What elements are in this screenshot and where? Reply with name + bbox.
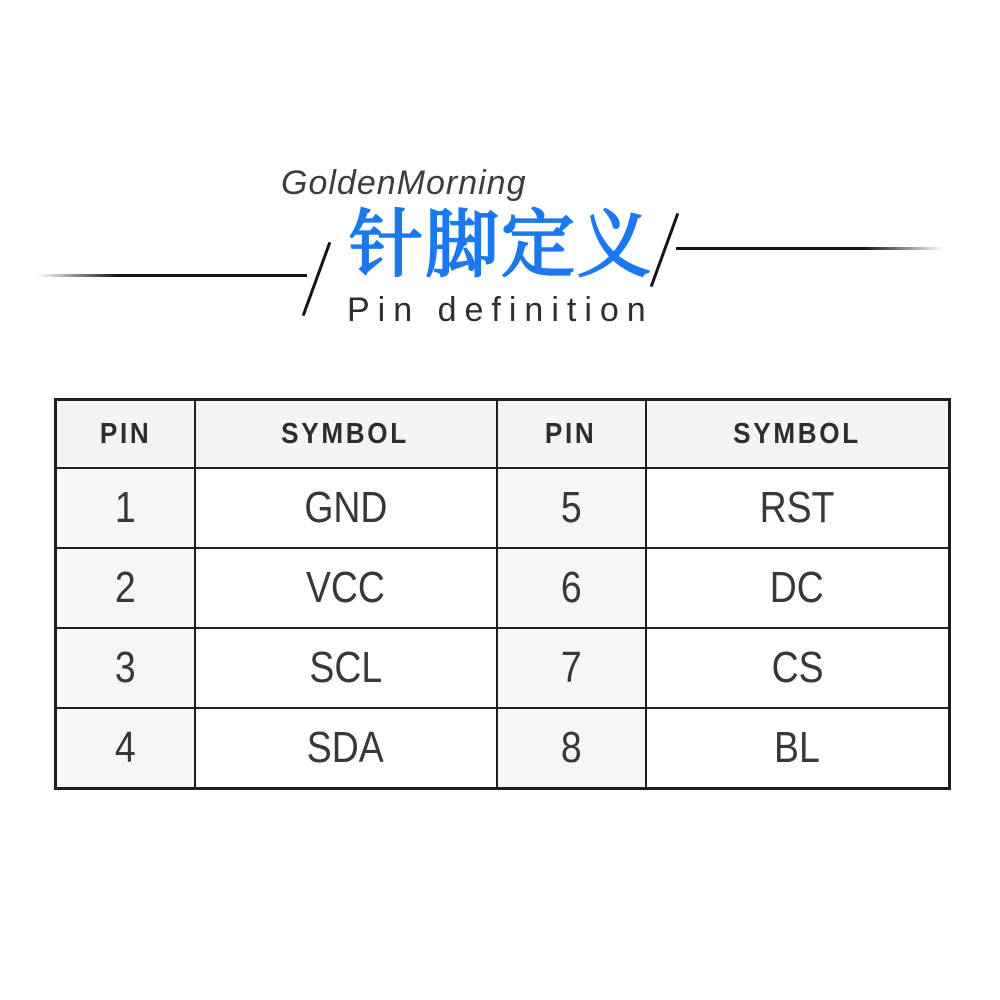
- pin-definition-table: [54, 398, 951, 790]
- brand-name: GoldenMorning: [281, 164, 527, 202]
- pin-symbol-cell: GND: [195, 468, 497, 548]
- pin-number-cell: 1: [56, 468, 195, 548]
- divider-line-left: [37, 274, 307, 277]
- pin-number-cell: 7: [497, 628, 646, 708]
- table-header-row: [56, 400, 950, 469]
- column-header-pin-left: PIN: [56, 400, 195, 469]
- slash-mark-right: [650, 213, 679, 287]
- pin-symbol-cell: SCL: [195, 628, 497, 708]
- pin-number-cell: 2: [56, 548, 195, 628]
- column-header-symbol-right: SYMBOL: [646, 400, 950, 469]
- pin-symbol-cell: BL: [646, 708, 950, 789]
- column-header-pin-right: PIN: [497, 400, 646, 469]
- slash-mark-left: [302, 242, 331, 316]
- table-row: [56, 708, 950, 789]
- table-row: [56, 468, 950, 548]
- pin-number-cell: 4: [56, 708, 195, 789]
- column-header-symbol-left: SYMBOL: [195, 400, 497, 469]
- table-row: [56, 628, 950, 708]
- pin-number-cell: 3: [56, 628, 195, 708]
- page-title-english: Pin definition: [347, 291, 654, 329]
- table-row: [56, 548, 950, 628]
- pin-number-cell: 6: [497, 548, 646, 628]
- pin-symbol-cell: RST: [646, 468, 950, 548]
- page-title-chinese: 针脚定义: [349, 203, 653, 286]
- pin-symbol-cell: VCC: [195, 548, 497, 628]
- pin-symbol-cell: DC: [646, 548, 950, 628]
- divider-line-right: [676, 247, 944, 250]
- pin-symbol-cell: CS: [646, 628, 950, 708]
- pin-symbol-cell: SDA: [195, 708, 497, 789]
- pin-number-cell: 5: [497, 468, 646, 548]
- pin-number-cell: 8: [497, 708, 646, 789]
